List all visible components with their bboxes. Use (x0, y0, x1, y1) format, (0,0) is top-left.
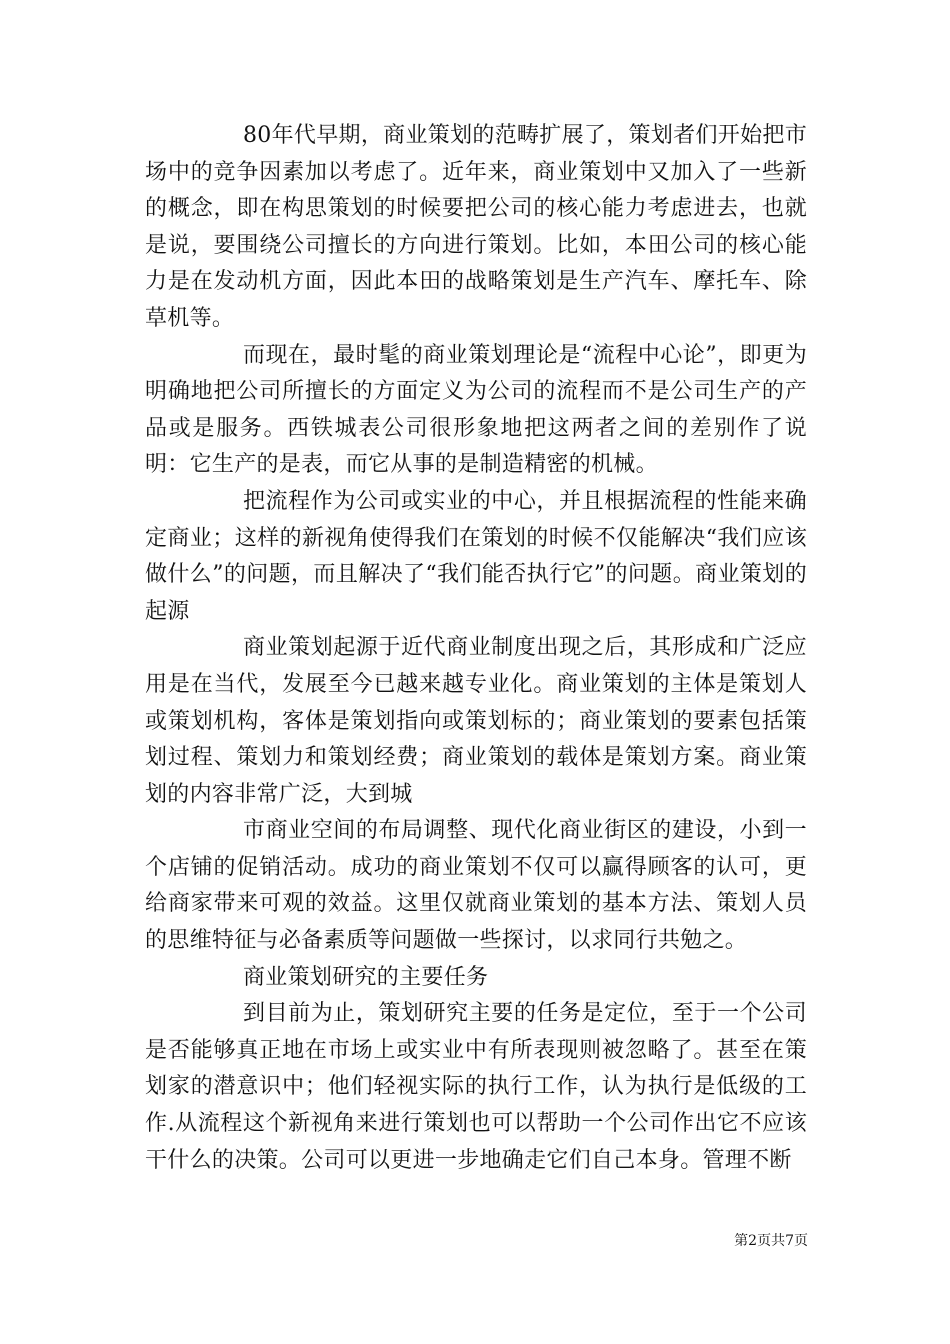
page-number-footer: 第2页共7页 (734, 1233, 808, 1249)
paragraph-3: 把流程作为公司或实业的中心，并且根据流程的性能来确定商业；这样的新视角使得我们在策划的时候不仅能解决“我们应该做什么”的问题，而且解决了“我们能否执行它”的问题。商业策划的起源 (145, 488, 807, 624)
paragraph-2: 而现在，最时髦的商业策划理论是“流程中心论”，即更为明确地把公司所擅长的方面定义为公司的流程而不是公司生产的产品或是服务。西铁城表公司很形象地把这两者之间的差别作了说明：它生产的是表，而它从事的是制造精密的机械。 (145, 342, 807, 478)
body-text (145, 118, 807, 1179)
section-heading: 商业策划研究的主要任务 (243, 964, 489, 990)
paragraph-5: 市商业空间的布局调整、现代化商业街区的建设，小到一个店铺的促销活动。成功的商业策划不仅可以赢得顾客的认可，更给商家带来可观的效益。这里仅就商业策划的基本方法、策划人员的思维特征与必备素质等问题做一些探讨，以求同行共勉之。 (145, 818, 807, 954)
paragraph-4: 商业策划起源于近代商业制度出现之后，其形成和广泛应用是在当代，发展至今已越来越专业化。商业策划的主体是策划人或策划机构，客体是策划指向或策划标的；商业策划的要素包括策划过程、策划力和策划经费；商业策划的载体是策划方案。商业策划的内容非常广泛，大到城 (145, 635, 807, 807)
paragraph-6: 到目前为止，策划研究主要的任务是定位，至于一个公司是否能够真正地在市场上或实业中有所表现则被忽略了。甚至在策划家的潜意识中；他们轻视实际的执行工作，认为执行是低级的工作.从流程这个新视角来进行策划也可以帮助一个公司作出它不应该干什么的决策。公司可以更进一步地确走它们自己本身。管理不断 (145, 1001, 807, 1173)
paragraph-1: 80年代早期，商业策划的范畴扩展了，策划者们开始把市场中的竞争因素加以考虑了。近年来，商业策划中又加入了一些新的概念，即在构思策划的时候要把公司的核心能力考虑进去，也就是说，要围绕公司擅长的方向进行策划。比如，本田公司的核心能力是在发动机方面，因此本田的战略策划是生产汽车、摩托车、除草机等。 (145, 123, 807, 331)
